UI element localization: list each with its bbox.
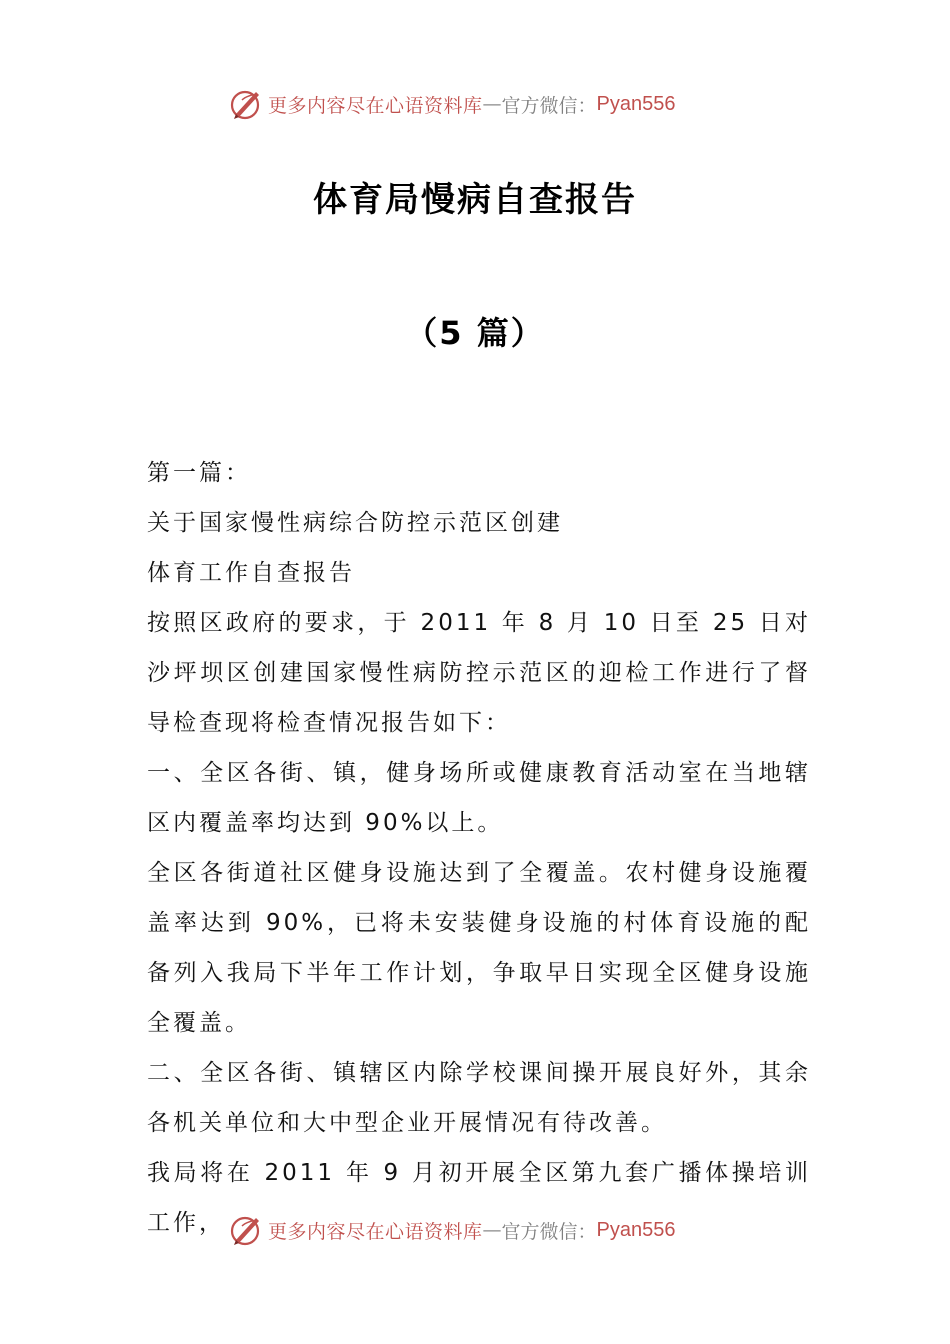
- quill-pen-logo-icon: [228, 1212, 264, 1248]
- paragraph: 按照区政府的要求，于 2011 年 8 月 10 日至 25 日对沙坪坝区创建国家慢性病防控示范区的迎检工作进行了督导检查现将检查情况报告如下：: [147, 610, 811, 736]
- watermark-separator: —: [482, 1219, 502, 1241]
- paragraph: 全区各街道社区健身设施达到了全覆盖。农村健身设施覆盖率达到 90%，已将未安装健身设施的村体育设施的配备列入我局下半年工作计划，争取早日实现全区健身设施全覆盖。: [147, 860, 811, 1036]
- watermark-text: 更多内容尽在心语资料库: [268, 1220, 483, 1243]
- paragraph: 一、全区各街、镇，健身场所或健康教育活动室在当地辖区内覆盖率均达到 90%以上。: [147, 760, 811, 836]
- paragraph: 关于国家慢性病综合防控示范区创建: [147, 510, 563, 536]
- paragraph: 我局将在 2011 年 9 月初开展全区第九套广播体操培训工作，: [147, 1160, 811, 1236]
- paragraph: 体育工作自查报告: [147, 560, 355, 586]
- watermark-id: Pyan556: [596, 92, 676, 115]
- quill-pen-logo-icon: [228, 86, 264, 122]
- document-title: 体育局慢病自查报告: [313, 180, 637, 220]
- footer-watermark: [228, 1212, 676, 1248]
- document-subtitle: （5 篇）: [405, 314, 545, 352]
- document-body: [147, 448, 811, 1248]
- watermark-text: 更多内容尽在心语资料库: [268, 94, 483, 117]
- paragraph: 第一篇：: [147, 460, 251, 486]
- watermark-label: 官方微信：: [501, 1220, 597, 1243]
- header-watermark: [228, 86, 676, 122]
- watermark-id: Pyan556: [596, 1218, 676, 1241]
- watermark-label: 官方微信：: [501, 94, 597, 117]
- watermark-separator: —: [482, 93, 502, 115]
- paragraph: 二、全区各街、镇辖区内除学校课间操开展良好外，其余各机关单位和大中型企业开展情况有待改善。: [147, 1060, 811, 1136]
